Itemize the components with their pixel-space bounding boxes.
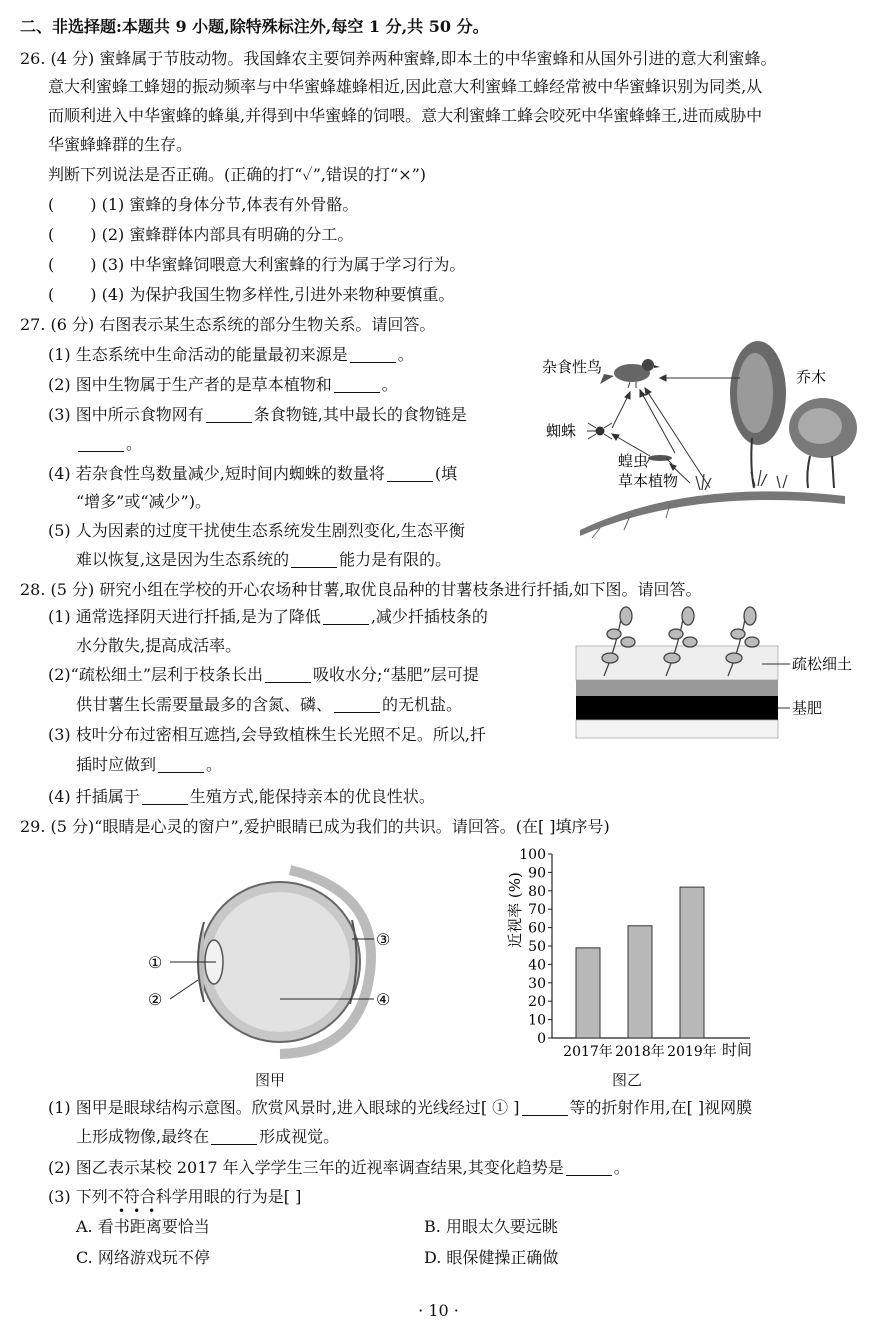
answer-blank[interactable] <box>158 754 204 773</box>
q28-part-1 <box>48 602 488 632</box>
chart-y-tick-label: 40 <box>528 957 546 974</box>
q29-p1-text-c: 上形成物像,最终在 <box>76 1127 210 1146</box>
tree-icon <box>730 341 786 488</box>
answer-blank[interactable] <box>566 1157 612 1176</box>
q27-p3-text-a: (3) 图中所示食物网有 <box>48 405 204 424</box>
bird-label: 杂食性鸟 <box>542 358 603 376</box>
fertilizer-label: 基肥 <box>792 699 823 717</box>
section-title: 二、非选择题:本题共 9 小题,除特殊标注外,每空 1 分,共 50 分。 <box>20 17 489 36</box>
q26-item-4-text: ) (4) 为保护我国生物多样性,引进外来物种要慎重。 <box>90 285 455 304</box>
chart-bar <box>628 926 652 1038</box>
answer-blank[interactable] <box>265 664 311 683</box>
q26-line-3: 而顺利进入中华蜜蜂的蜂巢,并得到中华蜜蜂的饲喂。意大利蜜蜂工蜂会咬死中华蜜蜂蜂王,进而威胁中 <box>48 106 763 125</box>
q28-p2-text-a: (2)“疏松细土”层利于枝条长出 <box>48 665 264 684</box>
q28-p2-text-d: 的无机盐。 <box>382 695 463 714</box>
answer-blank[interactable] <box>78 433 124 452</box>
answer-blank[interactable] <box>291 549 337 568</box>
chart-y-tick-label: 20 <box>528 994 546 1011</box>
chart-x-ticks <box>563 1043 717 1060</box>
fertilizer-layer <box>576 696 778 720</box>
q27-p5-text-c: 能力是有限的。 <box>339 550 452 569</box>
bottom-layer <box>576 720 778 738</box>
option-c[interactable]: C. 网络游戏玩不停 <box>76 1248 210 1267</box>
answer-blank[interactable] <box>142 786 188 805</box>
q27-part-4-cont: “增多”或“减少”)。 <box>76 492 211 511</box>
q26-item-2 <box>48 220 353 250</box>
q29-p2-text-a: (2) 图乙表示某校 2017 年入学学生三年的近视率调查结果,其变化趋势是 <box>48 1158 564 1177</box>
q27-part-5-cont <box>76 545 451 575</box>
period: 。 <box>381 375 398 394</box>
tree-label: 乔木 <box>796 368 827 386</box>
vitreous <box>210 892 350 1032</box>
option-b[interactable]: B. 用眼太久要远眺 <box>424 1217 558 1236</box>
q27-stem: 27. (6 分) 右图表示某生态系统的部分生物关系。请回答。 <box>20 315 436 334</box>
spider-icon <box>587 423 612 439</box>
chart-x-tick-label: 2017年 <box>563 1044 613 1060</box>
chart-y-tick-label: 10 <box>528 1012 546 1029</box>
q27-p2-text: (2) 图中生物属于生产者的是草本植物和 <box>48 375 332 394</box>
caption-a: 图甲 <box>255 1071 286 1089</box>
q26-line-2: 意大利蜜蜂工蜂翅的振动频率与中华蜜蜂雄蜂相近,因此意大利蜜蜂工蜂经常被中华蜜蜂识别为同类,从 <box>48 77 763 96</box>
answer-blank[interactable] <box>334 694 380 713</box>
q29-part-1-cont <box>76 1122 339 1152</box>
chart-y-tick-label: 60 <box>528 920 546 937</box>
q26-item-3-text: ) (3) 中华蜜蜂饲喂意大利蜜蜂的行为属于学习行为。 <box>90 255 466 274</box>
option-a[interactable]: A. 看书距离要恰当 <box>76 1217 210 1236</box>
q28-p2-text-c: 供甘薯生长需要量最多的含氮、磷、 <box>76 695 333 714</box>
q27-p1-text: (1) 生态系统中生命活动的能量最初来源是 <box>48 345 348 364</box>
locust-icon <box>646 455 672 464</box>
q26-item-4 <box>48 280 454 310</box>
q26-item-3 <box>48 250 465 280</box>
cutting-figure <box>574 602 864 742</box>
q28-part-2-cont <box>76 690 462 720</box>
q27-part-3-cont <box>76 429 142 459</box>
q26-item-1-text: ) (1) 蜜蜂的身体分节,体表有外骨骼。 <box>90 195 359 214</box>
locust-label: 蝗虫 <box>618 452 649 470</box>
q26-item-2-text: ) (2) 蜜蜂群体内部具有明确的分工。 <box>90 225 354 244</box>
q27-p3-text-b: 条食物链,其中最长的食物链是 <box>253 405 467 424</box>
q29-stem: 29. (5 分)“眼睛是心灵的窗户”,爱护眼睛已成为我们的共识。请回答。(在[ ]填序号) <box>20 817 610 836</box>
open-paren: ( <box>48 285 55 304</box>
q29-p1-text-b: 等的折射作用,在[ ]视网膜 <box>569 1098 753 1117</box>
q27-part-1 <box>48 340 414 370</box>
q28-part-4 <box>48 782 435 812</box>
q26-item-1 <box>48 190 358 220</box>
q29-part-1 <box>48 1093 752 1123</box>
answer-blank[interactable] <box>206 404 252 423</box>
period: 。 <box>397 345 414 364</box>
q29-part-3: (3) 下列不符合科学用眼的行为是[ ] <box>48 1187 302 1206</box>
chart-y-tick-label: 80 <box>528 883 546 900</box>
chart-y-tick-label: 70 <box>528 902 546 919</box>
chart-x-tick-label: 2018年 <box>615 1044 665 1060</box>
period: 。 <box>206 755 223 774</box>
q26-line-1: 26. (4 分) 蜜蜂属于节肢动物。我国蜂农主要饲养两种蜜蜂,即本土的中华蜜蜂和从国外引进的意大利蜜蜂。 <box>20 49 777 68</box>
q26-instruction: 判断下列说法是否正确。(正确的打“✓”,错误的打“×”) <box>48 165 427 184</box>
q28-p1-text-a: (1) 通常选择阴天进行扦插,是为了降低 <box>48 607 321 626</box>
grass-label: 草本植物 <box>618 472 679 490</box>
q28-stem: 28. (5 分) 研究小组在学校的开心农场种甘薯,取优良品种的甘薯枝条进行扦插,如下图。请回答。 <box>20 580 702 599</box>
q28-part-3-cont <box>76 750 222 780</box>
chart-bar <box>576 948 600 1038</box>
open-paren: ( <box>48 195 55 214</box>
q27-part-3 <box>48 400 467 430</box>
period: 。 <box>613 1158 630 1177</box>
q28-part-2 <box>48 660 479 690</box>
chart-bars <box>576 887 704 1038</box>
q27-part-5: (5) 人为因素的过度干扰使生态系统发生剧烈变化,生态平衡 <box>48 521 465 540</box>
q28-p2-text-b: 吸收水分;“基肥”层可提 <box>313 665 479 684</box>
emphasis-dots: ••• <box>118 1204 164 1218</box>
eye-label-1: ① <box>148 953 163 972</box>
q29-p1-text-a: (1) 图甲是眼球结构示意图。欣赏风景时,进入眼球的光线经过[ ① ] <box>48 1098 520 1117</box>
chart-x-tick-label: 2019年 <box>667 1044 717 1060</box>
q28-p4-text-a: (4) 扦插属于 <box>48 787 140 806</box>
chart-y-tick-label: 0 <box>537 1031 546 1047</box>
q28-p3-text-b: 插时应做到 <box>76 755 157 774</box>
q28-p1-text-b: ,减少扦插枝条的 <box>370 607 488 626</box>
open-paren: ( <box>48 255 55 274</box>
chart-y-tick-label: 30 <box>528 975 546 992</box>
ground <box>580 491 845 536</box>
answer-blank[interactable] <box>387 463 433 482</box>
chart-y-ticks <box>519 847 552 1047</box>
eye-label-2: ② <box>148 990 163 1009</box>
chart-y-tick-label: 100 <box>519 847 546 863</box>
period: 。 <box>126 434 143 453</box>
open-paren: ( <box>48 225 55 244</box>
eye-label-3: ③ <box>376 930 391 949</box>
q26-line-4: 华蜜蜂蜂群的生存。 <box>48 135 193 154</box>
tree-icon <box>789 398 857 488</box>
spider-label: 蜘蛛 <box>546 422 577 440</box>
q27-p4-text-b: (填 <box>434 464 458 483</box>
chart-x-label: 时间 <box>722 1041 753 1059</box>
q27-p4-text-a: (4) 若杂食性鸟数量减少,短时间内蜘蛛的数量将 <box>48 464 385 483</box>
q28-part-1-cont: 水分散失,提高成活率。 <box>76 636 242 655</box>
q27-part-4 <box>48 459 457 489</box>
bird-icon <box>600 359 660 388</box>
q28-p4-text-b: 生殖方式,能保持亲本的优良性状。 <box>189 787 435 806</box>
answer-blank[interactable] <box>350 344 396 363</box>
middle-layer <box>576 680 778 696</box>
q28-part-3: (3) 枝叶分布过密相互遮挡,会导致植株生长光照不足。所以,扦 <box>48 725 486 744</box>
answer-blank[interactable] <box>211 1126 257 1145</box>
soil-label: 疏松细土 <box>792 655 853 673</box>
food-web-figure <box>540 338 862 538</box>
answer-blank[interactable] <box>522 1097 568 1116</box>
caption-b: 图乙 <box>612 1071 643 1089</box>
option-d[interactable]: D. 眼保健操正确做 <box>424 1248 559 1267</box>
page-number: · 10 · <box>418 1301 459 1320</box>
chart-y-tick-label: 90 <box>528 865 546 882</box>
q27-p5-text-b: 难以恢复,这是因为生态系统的 <box>76 550 290 569</box>
answer-blank[interactable] <box>334 374 380 393</box>
q29-p1-text-d: 形成视觉。 <box>259 1127 340 1146</box>
q27-part-2 <box>48 370 398 400</box>
eye-label-4: ④ <box>376 990 391 1009</box>
chart-y-tick-label: 50 <box>528 939 546 955</box>
q29-part-2 <box>48 1153 630 1183</box>
chart-bar <box>680 887 704 1038</box>
chart-y-label: 近视率 (%) <box>506 872 524 948</box>
eye-figure <box>140 862 410 1062</box>
myopia-bar-chart <box>500 840 770 1065</box>
answer-blank[interactable] <box>323 606 369 625</box>
